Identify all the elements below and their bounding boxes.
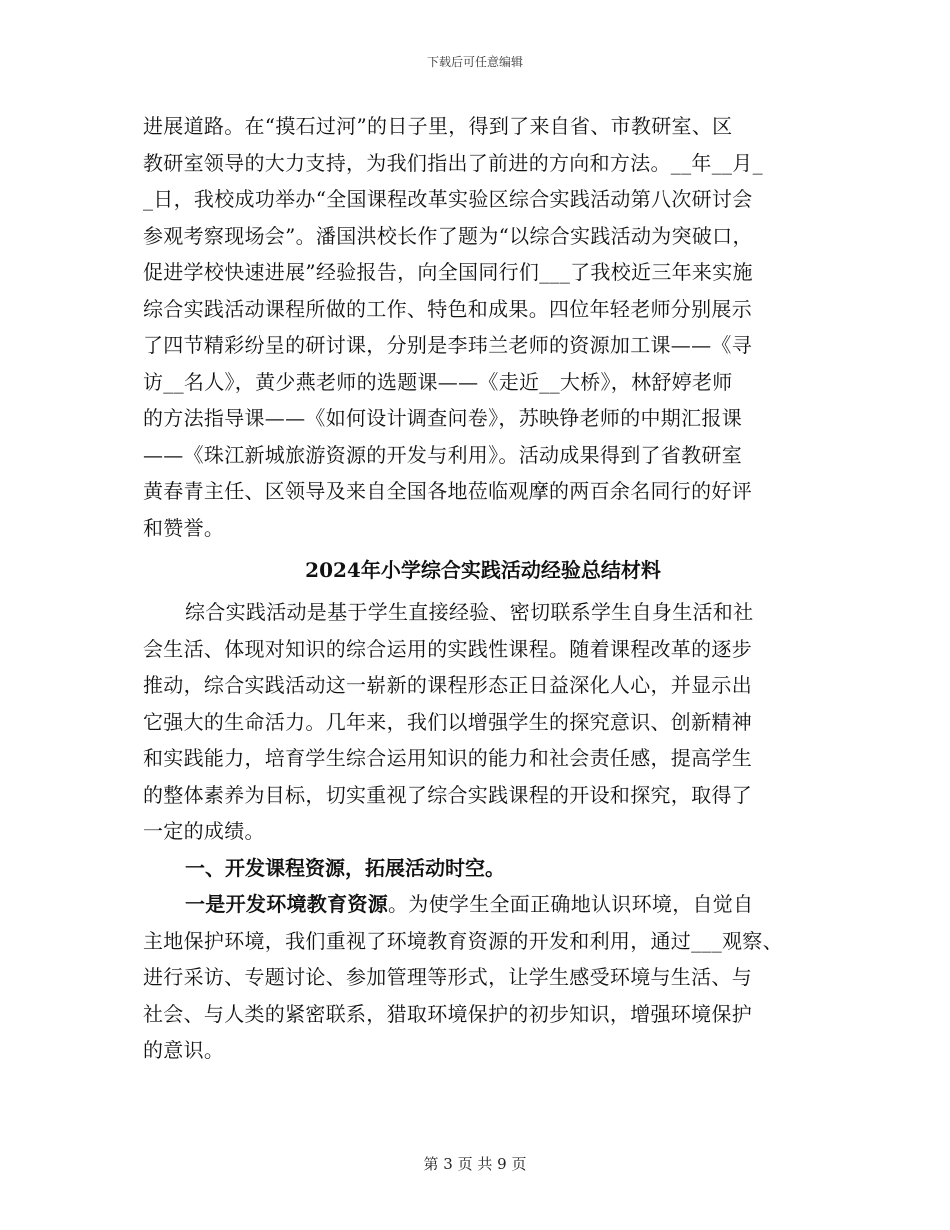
section-heading: 一、开发课程资源，拓展活动时空。: [185, 855, 505, 880]
paragraph-first-line: [143, 886, 823, 923]
section-paragraph: [143, 886, 823, 1069]
paragraph-line: 进行采访、专题讨论、参加管理等形式，让学生感受环境与生活、与: [143, 965, 752, 989]
paragraph-line: ——《珠江新城旅游资源的开发与利用》。活动成果得到了省教研室: [143, 442, 742, 467]
paragraph-line: 和赞誉。: [143, 515, 225, 540]
paragraph-line: 进展道路。在“摸石过河”的日子里，得到了来自省、市教研室、区: [143, 114, 733, 138]
paragraph-line: 推动，综合实践活动这一崭新的课程形态正日益深化人心，并显示出: [143, 673, 752, 697]
paragraph-line: 社会、与人类的紧密联系，猎取环境保护的初步知识，增强环境保护: [143, 1001, 752, 1026]
paragraph-line: 它强大的生命活力。几年来，我们以增强学生的探究意识、创新精神: [143, 709, 752, 734]
paragraph-line: 会生活、体现对知识的综合运用的实践性课程。随着课程改革的逐步: [143, 636, 752, 661]
intro-paragraph: [143, 594, 823, 850]
page-header: 下载后可任意编辑: [426, 55, 523, 69]
paragraph-line: 的方法指导课——《如何设计调查问卷》，苏映铮老师的中期汇报课: [143, 406, 742, 430]
paragraph-line: 参观考察现场会”。潘国洪校长作了题为“以综合实践活动为突破口，: [143, 223, 753, 248]
paragraph-line: 和实践能力，培育学生综合运用知识的能力和社会责任感，提高学生: [143, 746, 752, 770]
paragraph-line: 促进学校快速进展”经验报告，向全国同行们___了我校近三年来实施: [143, 260, 753, 284]
paragraph-line: 教研室领导的大力支持，为我们指出了前进的方向和方法。__年__月_: [143, 150, 763, 175]
paragraph-line: 的意识。: [143, 1038, 225, 1062]
paragraph-line: 一定的成绩。: [143, 819, 265, 843]
paragraph-line: 访__名人》，黄少燕老师的选题课——《走近__大桥》，林舒婷老师: [143, 369, 733, 394]
page-content: [143, 108, 823, 1069]
paragraph-line: 综合实践活动是基于学生直接经验、密切联系学生自身生活和社: [185, 600, 754, 624]
document-title: 2024年小学综合实践活动经验总结材料: [305, 558, 661, 582]
paragraph-line: 的整体素养为目标，切实重视了综合实践课程的开设和探究，取得了: [143, 782, 752, 807]
paragraph-lead-bold: 一是开发环境教育资源: [185, 892, 388, 916]
continued-paragraph: [143, 108, 823, 546]
paragraph-line: 主地保护环境，我们重视了环境教育资源的开发和利用，通过___观察、: [143, 928, 783, 953]
paragraph-lead-rest: 。为使学生全面正确地认识环境，自觉自: [388, 892, 754, 916]
paragraph-line: 了四节精彩纷呈的研讨课，分别是李玮兰老师的资源加工课——《寻: [143, 333, 752, 357]
paragraph-line: 黄春青主任、区领导及来自全国各地莅临观摩的两百余名同行的好评: [143, 479, 752, 503]
paragraph-line: 综合实践活动课程所做的工作、特色和成果。四位年轻老师分别展示: [143, 296, 752, 321]
paragraph-line: _日，我校成功举办“全国课程改革实验区综合实践活动第八次研讨会: [143, 187, 753, 211]
page-footer: 第 3 页 共 9 页: [423, 1155, 527, 1173]
